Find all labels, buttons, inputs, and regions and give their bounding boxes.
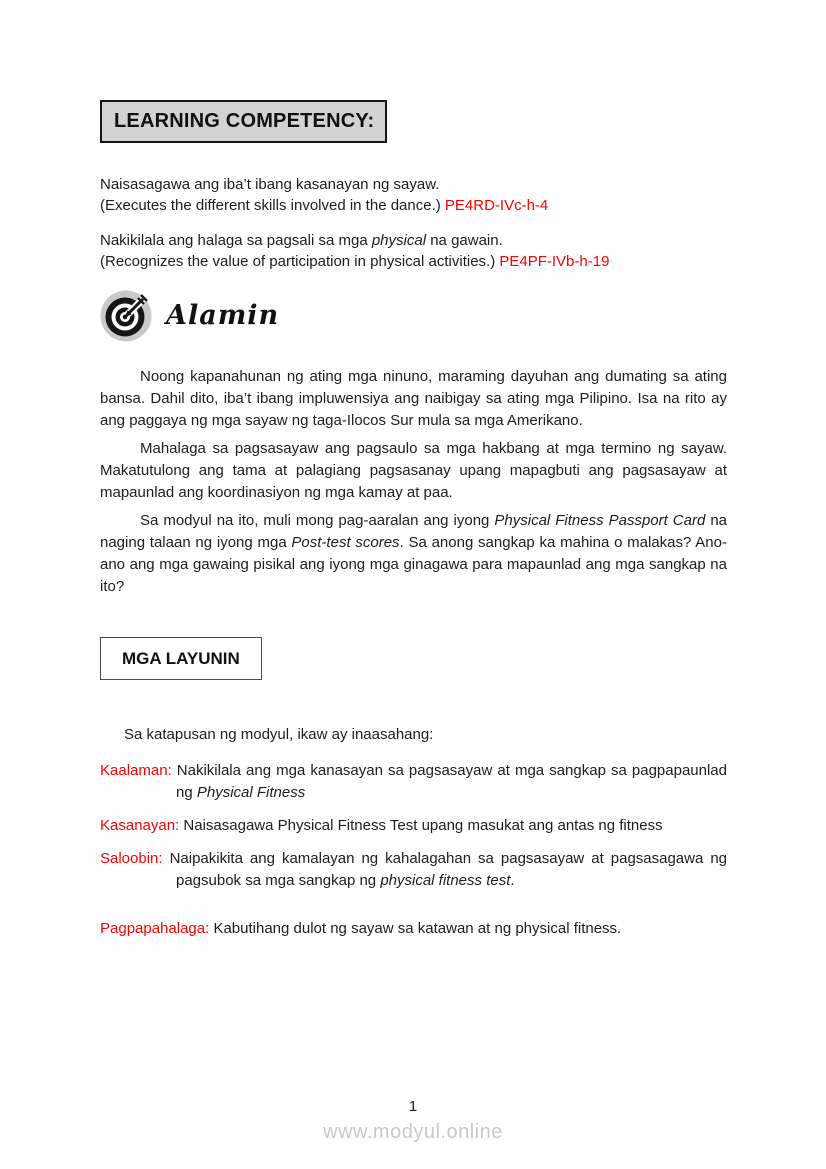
objective-pagpapahalaga-text: Kabutihang dulot ng sayaw sa katawan at ng physical fitness. [213, 920, 622, 937]
objective-kasanayan [100, 815, 727, 837]
objective-kaalaman-text: Nakikilala ang mga kanasayan sa pagsasayaw at mga sangkap sa pagpapaunlad ng Physical Fitness [176, 762, 727, 801]
objective-pagpapahalaga [100, 918, 727, 940]
objective-pagpapahalaga-label: Pagpapahalaga: [100, 920, 210, 937]
watermark-url: www.modyul.online [323, 1121, 503, 1143]
objective-kasanayan-text: Naisasagawa Physical Fitness Test upang masukat ang antas ng fitness [183, 817, 663, 834]
competency-1-english-code: (Executes the different skills involved in the dance.) PE4RD-IVc-h-4 [100, 197, 549, 214]
mga-layunin-box [100, 637, 262, 680]
alamin-body [100, 366, 727, 598]
objective-kasanayan-label: Kasanayan: [100, 817, 180, 834]
page-number: 1 [408, 1098, 418, 1115]
target-dart-icon [100, 290, 152, 342]
objective-saloobin-label: Saloobin: [100, 850, 163, 867]
competency-2-english-code: (Recognizes the value of participation in physical activities.) PE4PF-IVb-h-19 [100, 253, 610, 270]
objective-kaalaman [100, 760, 727, 804]
layunin-intro: Sa katapusan ng modyul, ikaw ay inaasahang: [124, 726, 434, 743]
page-content [100, 100, 727, 951]
objectives-list [100, 760, 727, 940]
paragraph-intro-influences: Noong kapanahunan ng ating mga ninuno, maraming dayuhan ang dumating sa ating bansa. Dahil dito, iba’t ibang impluwensiya ang naibigay sa ating mga Pilipino. Isa na rito ay ang paggaya ng mga sayaw ng taga-Ilocos Sur mula sa mga Amerikano. [100, 368, 727, 429]
alamin-header [100, 290, 727, 342]
learning-competency-box [100, 100, 387, 143]
competency-1-filipino: Naisasagawa ang iba’t ibang kasanayan ng sayaw. [100, 176, 440, 193]
alamin-heading: Alamin [166, 300, 280, 331]
competency-section [100, 174, 727, 272]
learning-competency-title: LEARNING COMPETENCY: [114, 110, 375, 132]
objective-kaalaman-label: Kaalaman: [100, 762, 172, 779]
mga-layunin-title: MGA LAYUNIN [122, 649, 240, 668]
competency-2-filipino: Nakikilala ang halaga sa pagsali sa mga physical na gawain. [100, 232, 503, 249]
objective-saloobin [100, 848, 727, 892]
paragraph-module-overview: Sa modyul na ito, muli mong pag-aaralan ang iyong Physical Fitness Passport Card na naging talaan ng iyong mga Post-test scores. Sa anong sangkap ka mahina o malakas? Ano-ano ang mga gawaing pisikal ang iyong mga ginagawa para mapaunlad ang mga sangkap na ito? [100, 512, 727, 595]
paragraph-dance-practice: Mahalaga sa pagsasayaw ang pagsaulo sa mga hakbang at mga termino ng sayaw. Makatutulong ang tama at palagiang pagsasanay upang mapagbuti ang pagsasayaw at mapaunlad ang koordinasiyon ng mga kamay at paa. [100, 440, 727, 501]
objective-saloobin-text: Naipakikita ang kamalayan ng kahalagahan sa pagsasayaw at pagsasagawa ng pagsubok sa mga sangkap ng physical fitness test. [169, 850, 728, 889]
